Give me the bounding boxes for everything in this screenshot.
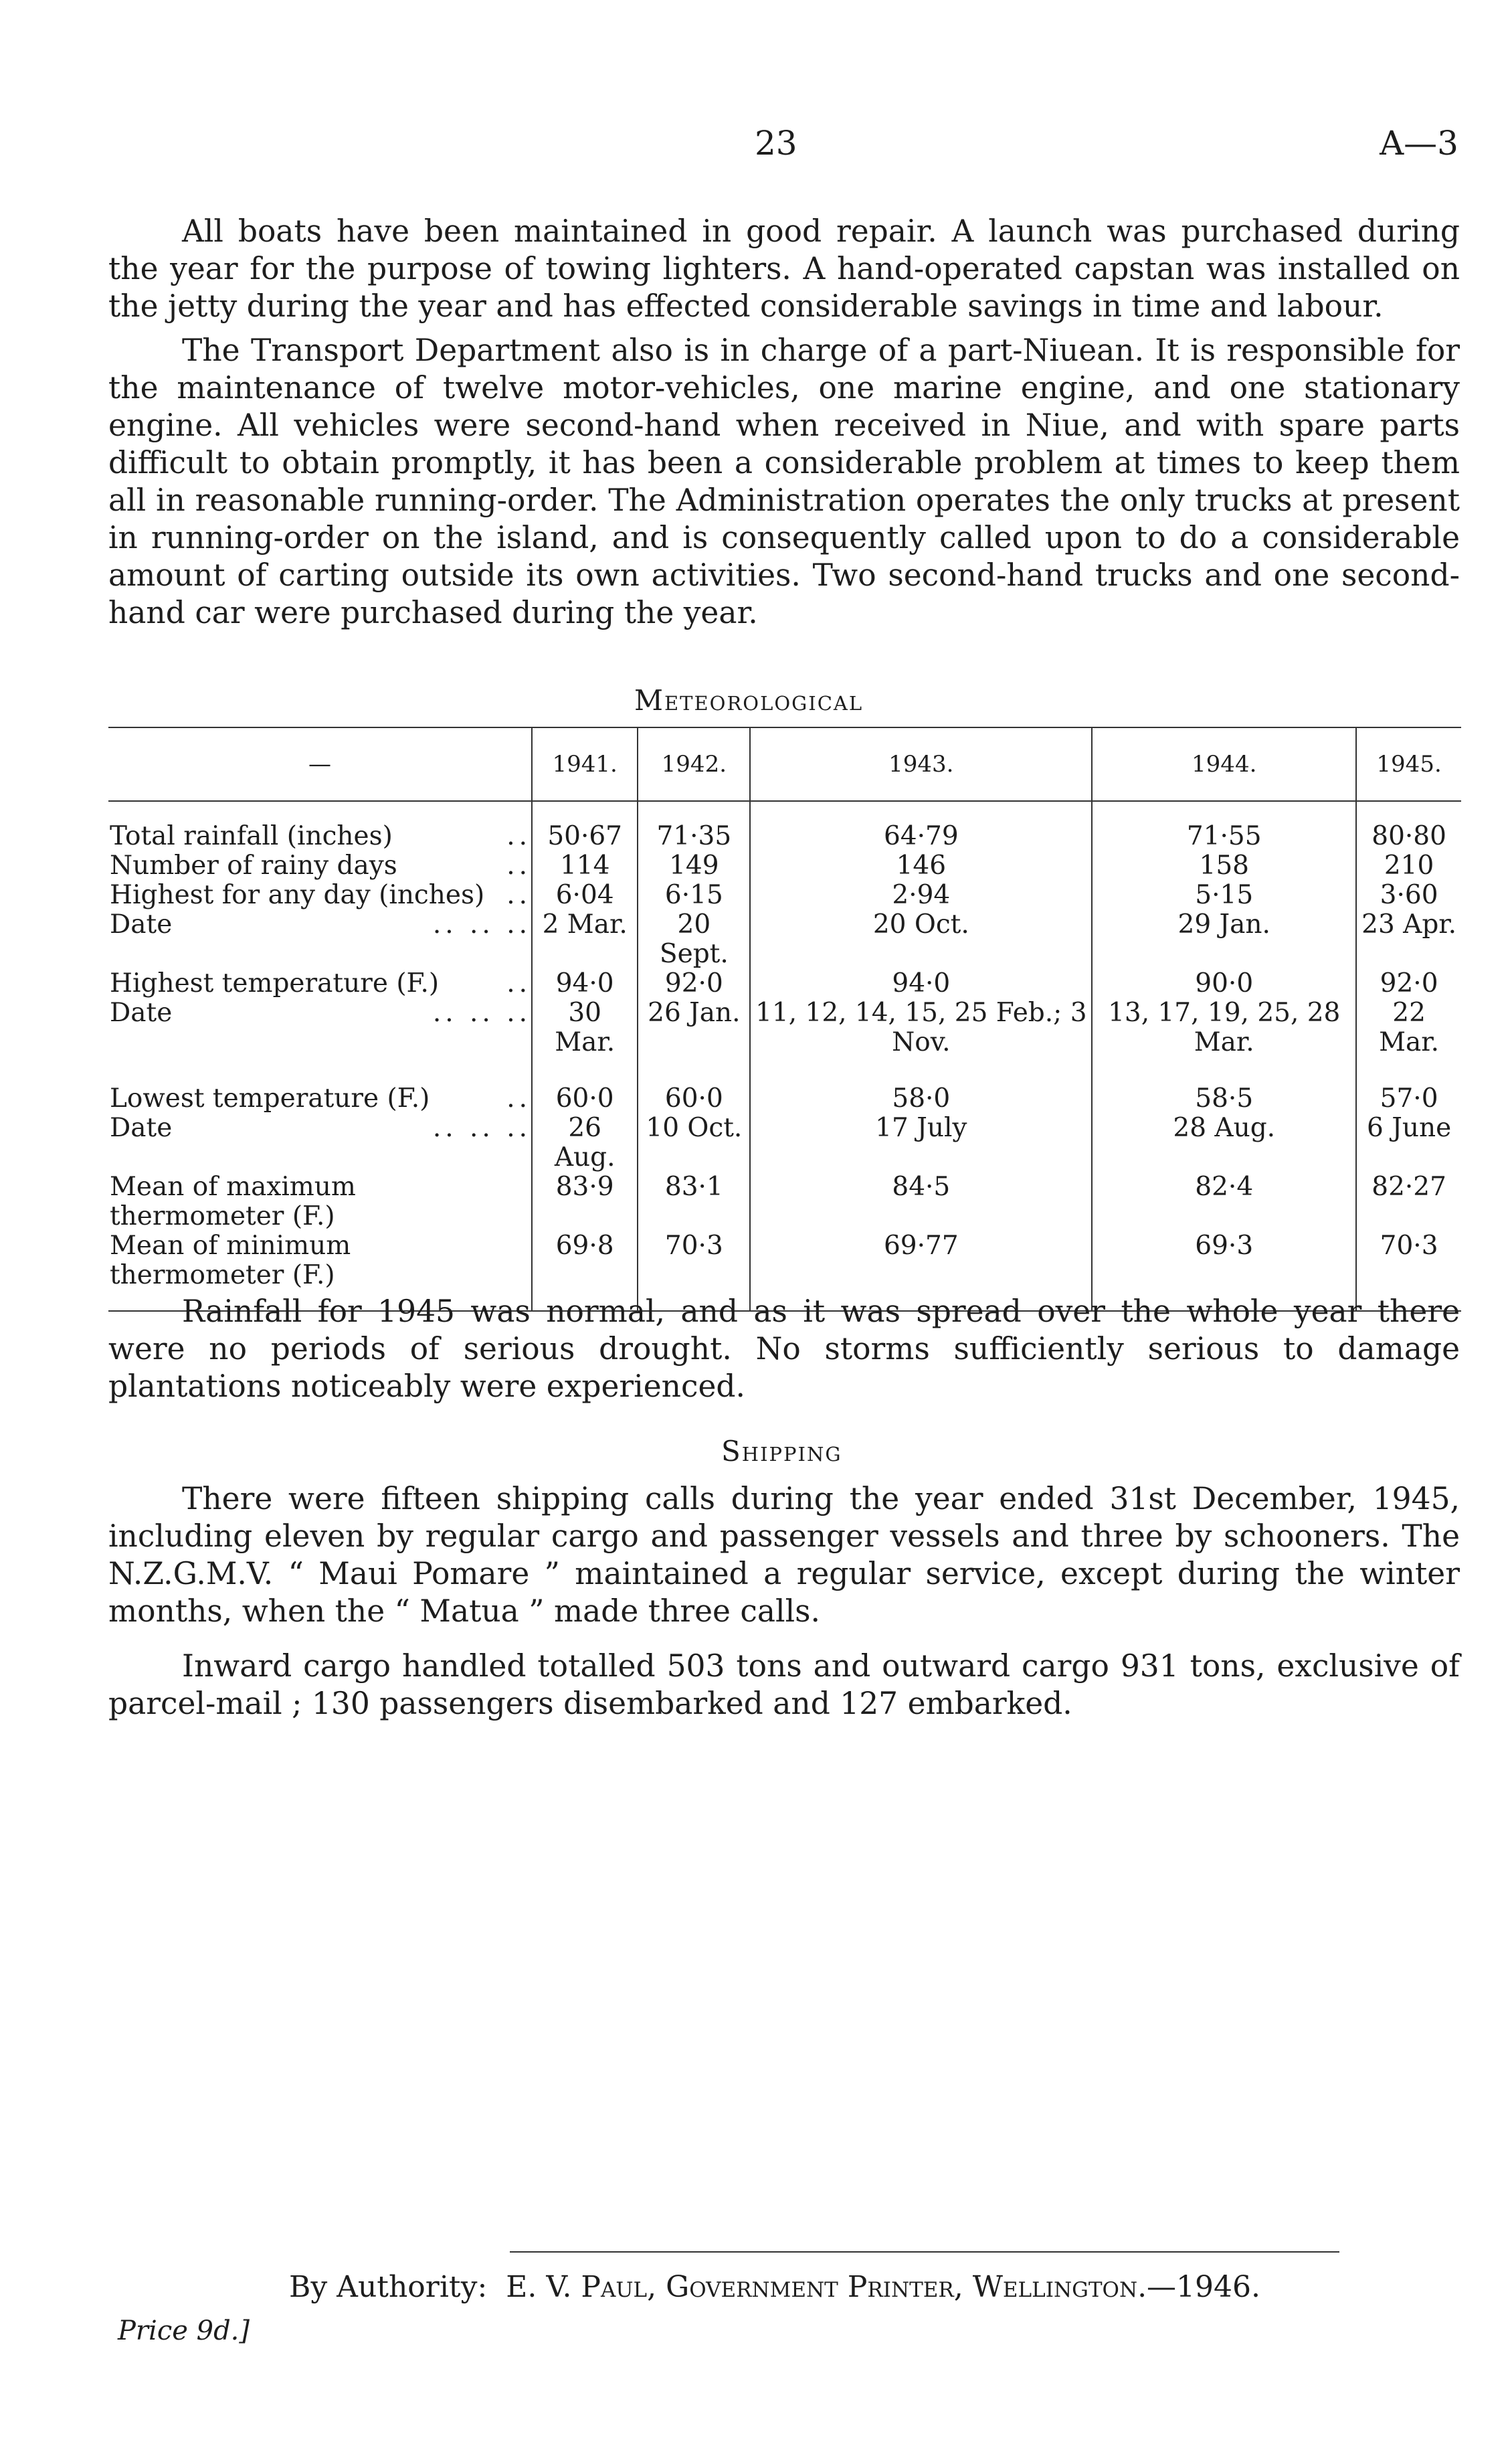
table-row: Date .. .. .. 2 Mar. 20 Sept. 20 Oct. 29 Jan. 23 Apr. xyxy=(108,910,1461,969)
document-reference: A—3 xyxy=(1380,124,1458,163)
authority-rule xyxy=(510,2251,1339,2253)
table-row: Number of rainy days .. 114 149 146 158 210 xyxy=(108,851,1461,881)
table-row: Total rainfall (inches) .. 50·67 71·35 64·79 71·55 80·80 xyxy=(108,822,1461,851)
paragraph-cargo: Inward cargo handled totalled 503 tons and outward cargo 931 tons, exclusive of parcel-mail ; 130 passengers disembarked and 127 embarked. xyxy=(108,1648,1460,1721)
table-row: Lowest temperature (F.) .. 60·0 60·0 58·0 58·5 57·0 xyxy=(108,1084,1461,1114)
paragraph-shipping: There were fifteen shipping calls during the year ended 31st December, 1945, including eleven by regular cargo and passenger vessels and three by schooners. The N.Z.G.M.V. “ Maui Pomare ” maintained a regular service, except during the winter months, when the “ Matua ” made three calls. xyxy=(108,1481,1460,1629)
year-header: 1943. xyxy=(750,727,1092,801)
table-row: Mean of maximum thermometer (F.) 83·9 83·1 84·5 82·4 82·27 xyxy=(108,1172,1461,1231)
year-header: 1944. xyxy=(1092,727,1356,801)
page-number: 23 xyxy=(755,124,797,163)
year-header: 1941. xyxy=(532,727,638,801)
price-note: Price 9d.] xyxy=(118,2315,250,2346)
table-row: Mean of minimum thermometer (F.) 69·8 70·3 69·77 69·3 70·3 xyxy=(108,1231,1461,1290)
paragraph-rainfall: Rainfall for 1945 was normal, and as it was spread over the whole year there were no periods of serious drought. No storms sufficiently serious to damage plantations noticeably were experienced. xyxy=(108,1294,1460,1404)
paragraph-boats: All boats have been maintained in good repair. A launch was purchased during the year for the purpose of towing lighters. A hand-operated capstan was installed on the jetty during the year and has effected considerable savings in time and labour. xyxy=(108,213,1460,324)
printer-authority: By Authority: E. V. Paul, Government Printer, Wellington.—1946. xyxy=(289,2270,1261,2304)
meteorological-table xyxy=(108,727,1461,1312)
table-row: Date .. .. .. 26 Aug. 10 Oct. 17 July 28 Aug. 6 June xyxy=(108,1114,1461,1172)
paragraph-transport: The Transport Department also is in charge of a part-Niuean. It is responsible for the maintenance of twelve motor-vehicles, one marine engine, and one stationary engine. All vehicles were second-hand when received in Niue, and with spare parts difficult to obtain promptly, it has been a considerable problem at times to keep them all in reasonable running-order. The Administration operates the only trucks at present in running-order on the island, and is consequently called upon to do a considerable amount of carting outside its own activities. Two second-hand trucks and one second-hand car were purchased during the year. xyxy=(108,333,1460,630)
shipping-heading: Shipping xyxy=(721,1435,842,1468)
table-row: Highest for any day (inches) .. 6·04 6·15 2·94 5·15 3·60 xyxy=(108,881,1461,910)
table-row: Highest temperature (F.) .. 94·0 92·0 94·0 90·0 92·0 xyxy=(108,969,1461,998)
year-header: 1945. xyxy=(1356,727,1461,801)
meteorological-heading: Meteorological xyxy=(634,684,864,717)
table-header-row xyxy=(108,727,1461,801)
year-header: 1942. xyxy=(638,727,750,801)
table-row: Date .. .. .. 30 Mar. 26 Jan. 11, 12, 14, 15, 25 Feb.; 3 Nov. 13, 17, 19, 25, 28 Mar. 22 Mar. xyxy=(108,998,1461,1057)
corner-cell: — xyxy=(108,727,532,801)
